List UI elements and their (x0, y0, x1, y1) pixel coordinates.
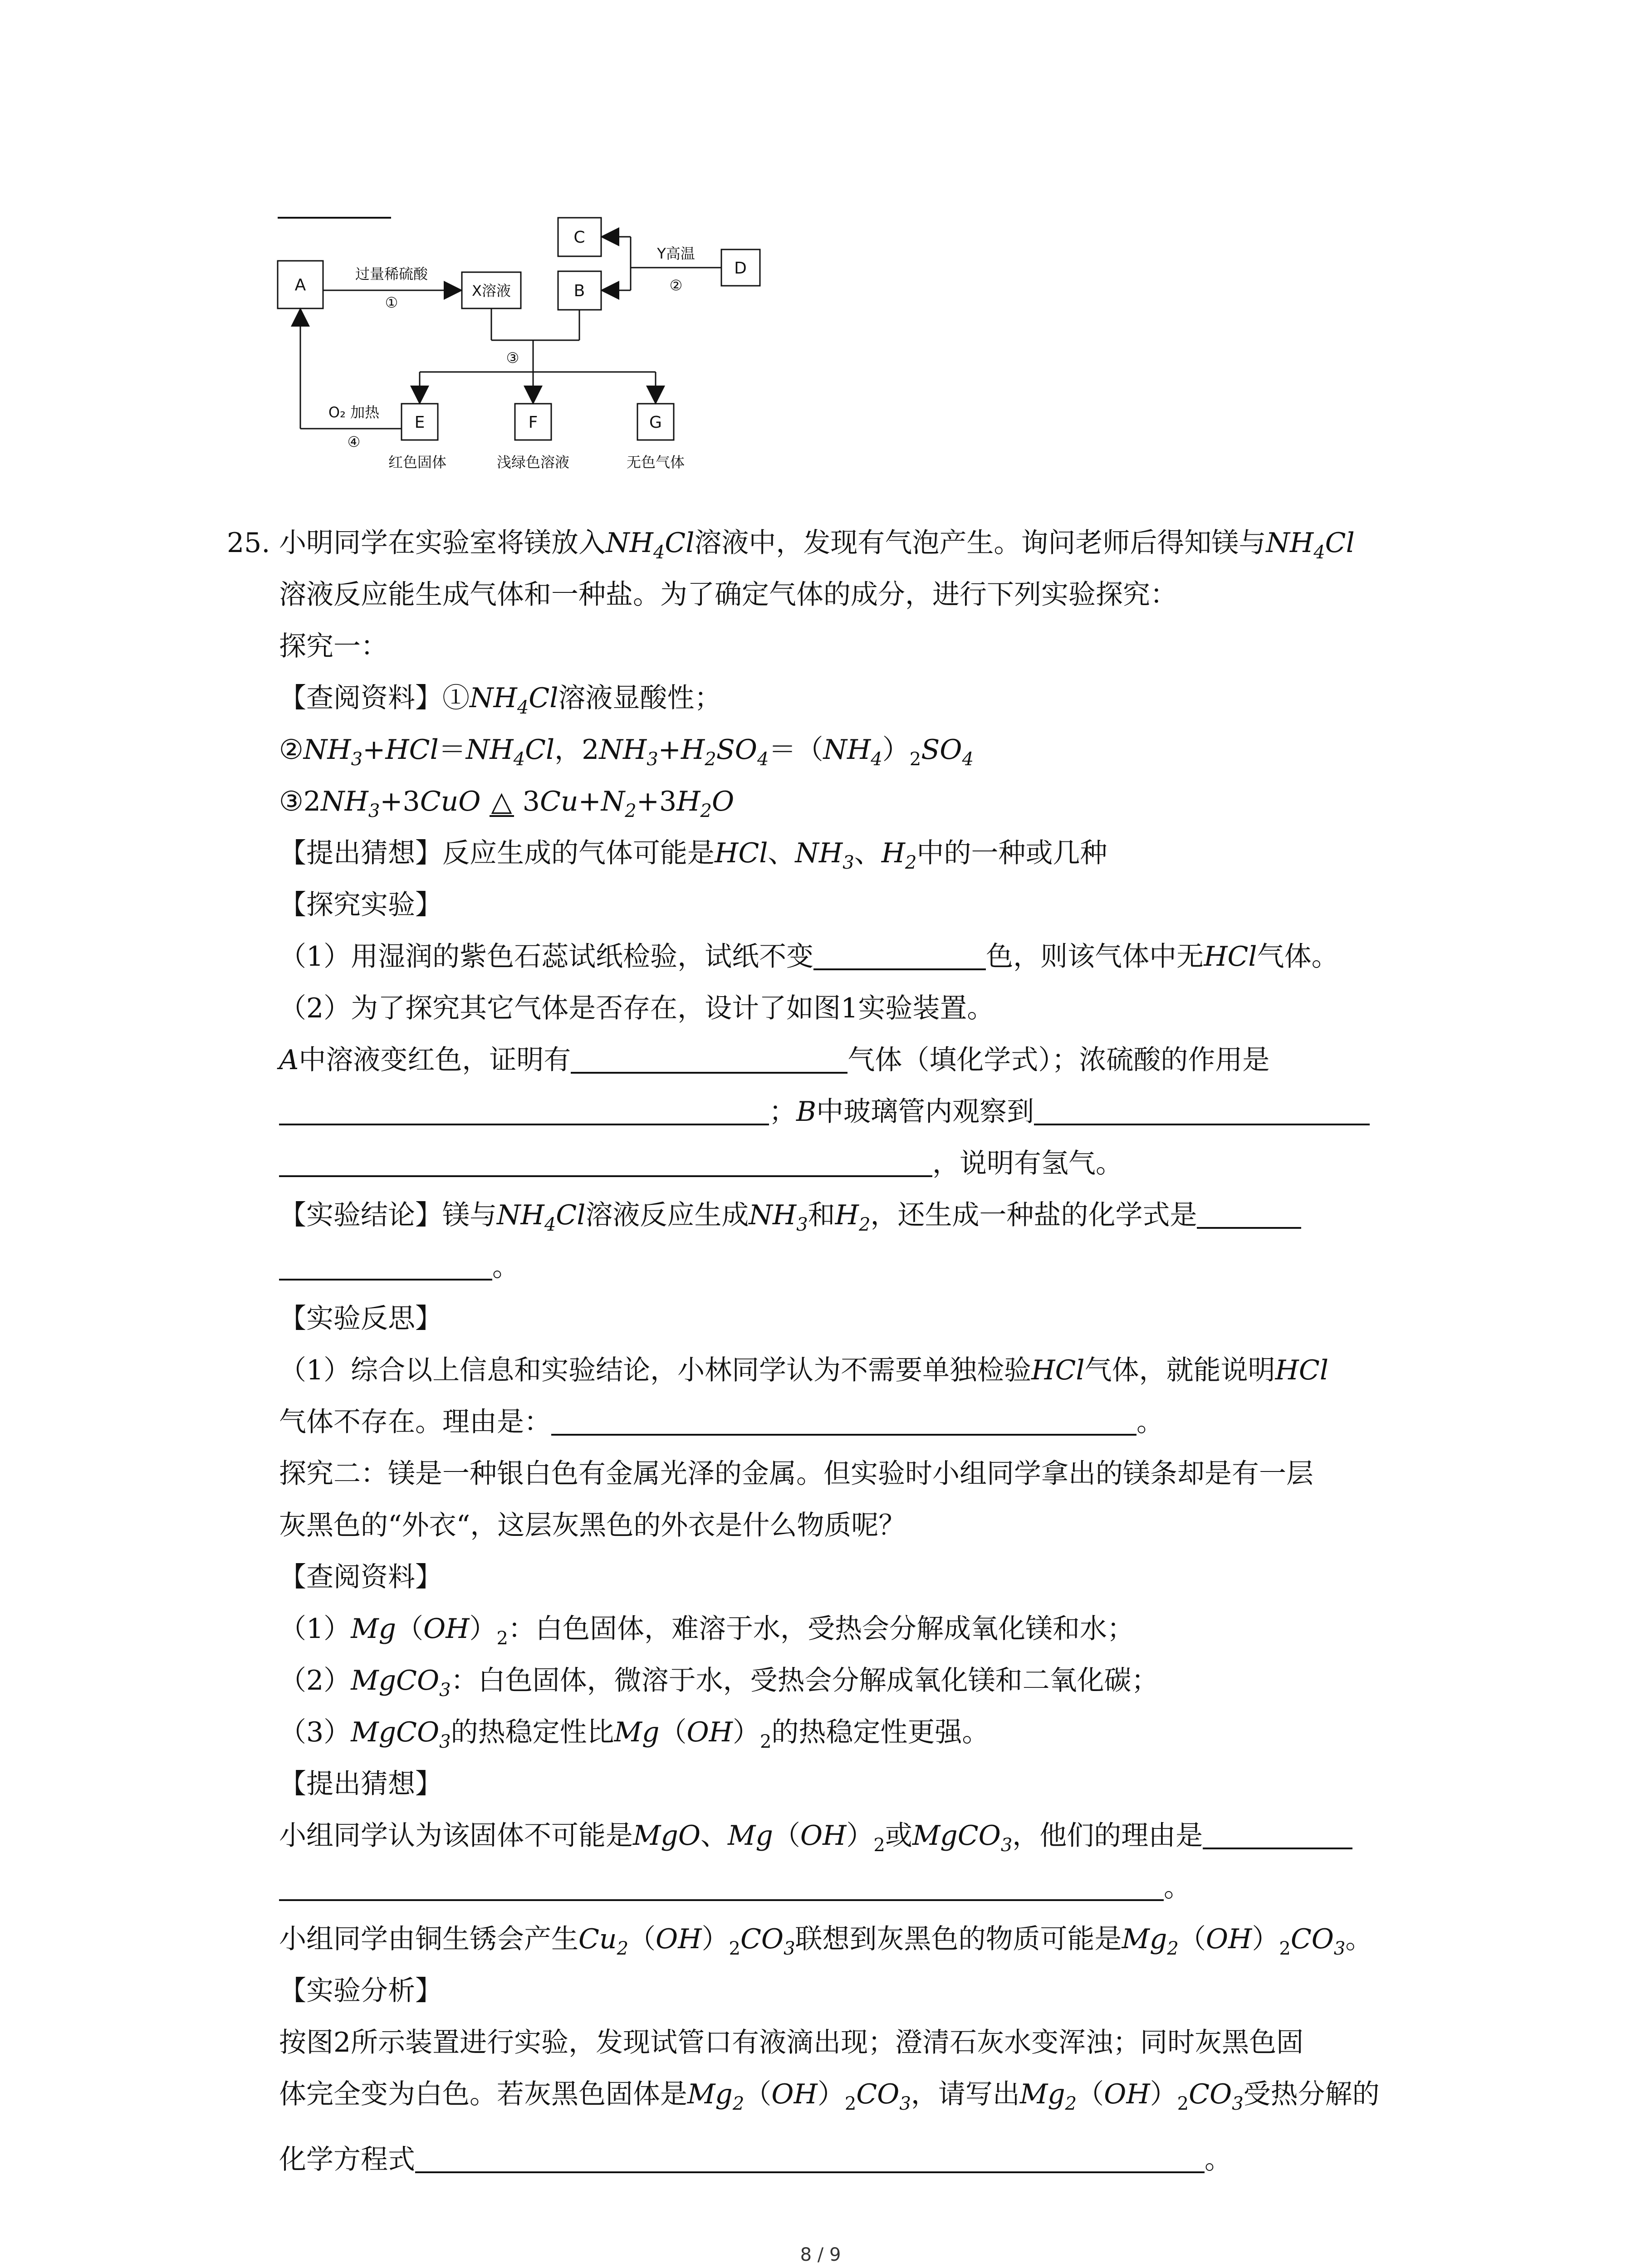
ref2-line-1: $(1)Mg(OH)_2$：白色固体，难溶于水，受热会分解成氧化镁和水； (279, 1613, 1134, 1649)
arrow4-number: ④ (347, 433, 361, 450)
reflection-line-1: （1）综合以上信息和实验结论，小林同学认为不需要单独检验HCl气体，就能说明HCl (279, 1354, 1329, 1386)
answer-blank-7[interactable] (279, 1251, 492, 1281)
ref2-heading: 【查阅资料】 (279, 1561, 442, 1593)
conclusion-line-2: 。 (227, 1241, 1452, 1293)
node-F: F (528, 413, 538, 432)
answer-blank-4[interactable] (1034, 1096, 1370, 1125)
answer-blank-9[interactable] (1203, 1820, 1352, 1849)
answer-blank-8[interactable] (551, 1407, 1136, 1436)
exp-line-3: A中溶液变红色，证明有 气体（填化学式）；浓硫酸的作用是 (279, 1044, 1270, 1076)
arrow4-label: O₂ 加热 (328, 404, 380, 421)
ref-line-1: 【查阅资料】$①NH_4Cl$溶液显酸性； (279, 682, 722, 718)
analysis-line-2: 体完全变为白色。若灰黑色固体是$Mg_2(OH)_2CO_3$，请写出$Mg_2(OH)_2CO_3$受热分解的 (279, 2078, 1380, 2114)
node-D: D (734, 259, 747, 278)
answer-blank-6[interactable] (1197, 1200, 1301, 1229)
explore1-title: 探究一： (279, 631, 388, 662)
answer-blank-11[interactable] (415, 2144, 1205, 2173)
page-number: 8 / 9 (800, 2244, 841, 2265)
guess2-line-3: 小组同学由铜生锈会产生$Cu_2(OH)_2CO_3$联想到灰黑色的物质可能是$Mg_2(OH)_2CO_3$。 (279, 1923, 1373, 1959)
exp-heading: 【探究实验】 (279, 889, 442, 921)
explore2-line-2: 灰黑色的“外衣“，这层灰黑色的外衣是什么物质呢？ (279, 1510, 906, 1541)
guess2-line-1: 小组同学认为该固体不可能是MgO、$Mg(OH)_2$或MgCO$_3$，他们的理由是 (227, 1810, 1452, 1862)
reflection-heading: 【实验反思】 (279, 1303, 442, 1334)
analysis-line-1: 按图2所示装置进行实验，发现试管口有液滴出现；澄清石灰水变浑浊；同时灰黑色固 (279, 2027, 1304, 2058)
node-X: X溶液 (472, 282, 511, 299)
answer-blank-3[interactable] (279, 1096, 769, 1125)
q25-line-1: 25. 小明同学在实验室将镁放入$NH_4Cl$溶液中，发现有气泡产生。询问老师后得知镁与$NH_4Cl$ (227, 517, 1452, 569)
node-C: C (573, 228, 585, 247)
question-25 (227, 517, 1452, 2185)
conclusion-line: 【实验结论】镁与$NH_4Cl$溶液反应生成$NH_3$和$H_2$，还生成一种盐的化学式是 (227, 1189, 1452, 1241)
answer-blank-5[interactable] (279, 1148, 932, 1177)
arrow2-label: Y高温 (657, 245, 695, 262)
answer-blank-10[interactable] (279, 1872, 1164, 1901)
ref2-line-2: （2）MgCO$_3$：白色固体，微溶于水，受热会分解成氧化镁和二氧化碳； (279, 1665, 1159, 1701)
answer-blank-2[interactable] (571, 1045, 847, 1074)
analysis-line-3: 化学方程式 。 (279, 2144, 1232, 2175)
arrow2-number: ② (669, 277, 683, 294)
ref2-line-3: （3）MgCO$_3$的热稳定性比$Mg(OH)_2$的热稳定性更强。 (279, 1716, 989, 1752)
q25-line-2: 溶液反应能生成气体和一种盐。为了确定气体的成分，进行下列实验探究： (279, 579, 1177, 611)
guess2-line-2: 。 (227, 1862, 1452, 1913)
exp-line-2: （2）为了探究其它气体是否存在，设计了如图1实验装置。 (279, 992, 994, 1024)
guess-line: 【提出猜想】反应生成的气体可能是HCl、$NH_3$、$H_2$中的一种或几种 (279, 837, 1107, 873)
exp-line-5: ，说明有氢气。 (227, 1138, 1452, 1189)
node-E: E (414, 413, 425, 432)
caption-F: 浅绿色溶液 (496, 454, 570, 471)
node-G: G (649, 413, 662, 432)
ref-line-3: $③2NH_3+3CuO$ △ $3Cu+N_2+3H_2O$ (279, 786, 735, 821)
ref-line-2: $②NH_3+HCl=NH_4Cl$，$2NH_3+H_2SO_4=(NH_4)_2SO_4$ (279, 734, 974, 770)
reflection-line-2: 气体不存在。理由是： 。 (279, 1406, 1164, 1438)
answer-blank-1[interactable] (813, 941, 986, 970)
arrow1-label: 过量稀硫酸 (355, 265, 428, 283)
reaction-flow-diagram (272, 204, 794, 494)
arrow3-number: ③ (506, 349, 519, 367)
caption-E: 红色固体 (388, 454, 447, 471)
analysis-heading: 【实验分析】 (279, 1975, 442, 2007)
caption-G: 无色气体 (626, 454, 685, 471)
node-B: B (573, 282, 585, 300)
exp-line-4: ；B中玻璃管内观察到 (227, 1086, 1452, 1138)
guess2-heading: 【提出猜想】 (279, 1768, 442, 1800)
question-number: 25. (227, 527, 270, 559)
node-A: A (294, 276, 306, 294)
explore2-line-1: 探究二：镁是一种银白色有金属光泽的金属。但实验时小组同学拿出的镁条却是有一层 (279, 1458, 1313, 1490)
exp-line-1: （1）用湿润的紫色石蕊试纸检验，试纸不变 色，则该气体中无HCl气体。 (279, 941, 1339, 973)
arrow1-number: ① (385, 294, 398, 311)
